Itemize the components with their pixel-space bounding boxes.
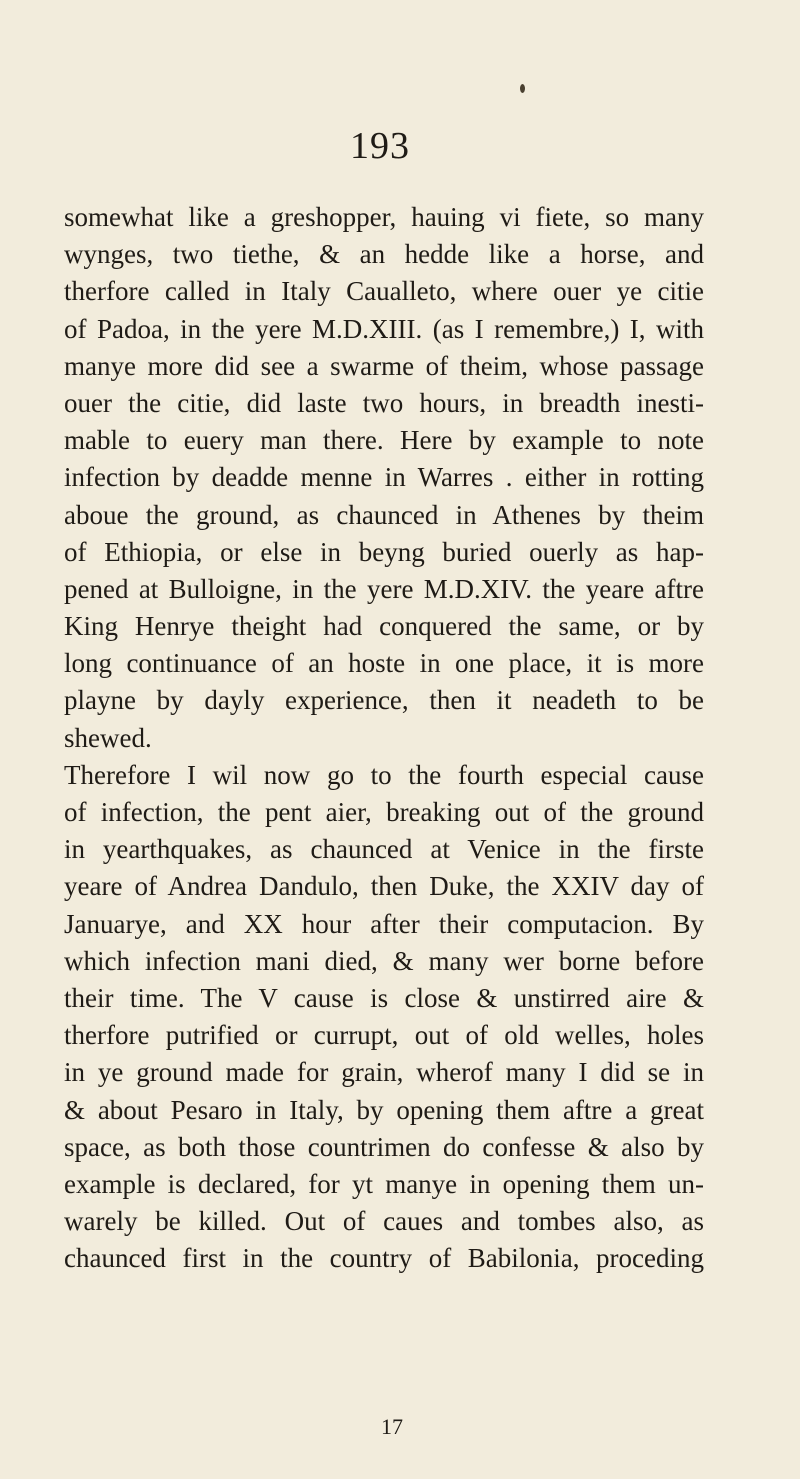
text-line: aboue the ground, as chaunced in Athenes by theim [64, 499, 704, 530]
text-line: yeare of Andrea Dandulo, then Duke, the XXIV day of [64, 871, 704, 902]
text-line: infection by deadde menne in Warres . either in rotting [64, 462, 704, 493]
text-line: Therefore I wil now go to the fourth especial cause [64, 759, 704, 790]
text-line: Januarye, and XX hour after their computacion. By [64, 908, 704, 939]
text-line: therfore putrified or currupt, out of old welles, holes [64, 1020, 704, 1051]
text-line: shewed. [64, 722, 152, 753]
body-text [64, 199, 704, 1277]
text-line: ouer the citie, did laste two hours, in breadth inesti- [64, 387, 704, 418]
text-line: King Henrye theight had conquered the same, or by [64, 611, 704, 642]
text-line: their time. The V cause is close & unstirred aire & [64, 982, 704, 1013]
text-line: of Ethiopia, or else in beyng buried ouerly as hap- [64, 536, 704, 567]
signature-mark: 17 [381, 1414, 403, 1439]
text-line: & about Pesaro in Italy, by opening them aftre a great [64, 1094, 704, 1125]
text-line: pened at Bulloigne, in the yere M.D.XIV. the yeare aftre [64, 573, 704, 604]
text-line: example is declared, for yt manye in opening them un- [64, 1168, 704, 1199]
text-line: therfore called in Italy Caualleto, where ouer ye citie [64, 276, 704, 307]
text-line: of infection, the pent aier, breaking out of the ground [64, 797, 704, 827]
ink-speck [520, 84, 525, 93]
text-line: in ye ground made for grain, wherof many I did se in [64, 1057, 704, 1088]
text-line: chaunced first in the country of Babilonia, proceding [64, 1243, 704, 1274]
text-line: wynges, two tiethe, & an hedde like a horse, and [64, 239, 704, 270]
text-line: somewhat like a greshopper, hauing vi fiete, so many [64, 202, 704, 232]
text-line: of Padoa, in the yere M.D.XIII. (as I remembre,) I, with [64, 313, 704, 344]
text-line: long continuance of an hoste in one place, it is more [64, 648, 704, 679]
text-line: manye more did see a swarme of theim, whose passage [64, 350, 704, 381]
page-number: 193 [350, 125, 410, 167]
text-line: which infection mani died, & many wer borne before [64, 945, 704, 976]
text-line: mable to euery man there. Here by example to note [64, 425, 704, 456]
text-line: space, as both those countrimen do confesse & also by [64, 1131, 704, 1162]
text-line: in yearthquakes, as chaunced at Venice in the firste [64, 834, 704, 865]
text-line: warely be killed. Out of caues and tombes also, as [64, 1206, 704, 1237]
text-line: playne by dayly experience, then it neadeth to be [64, 685, 704, 716]
